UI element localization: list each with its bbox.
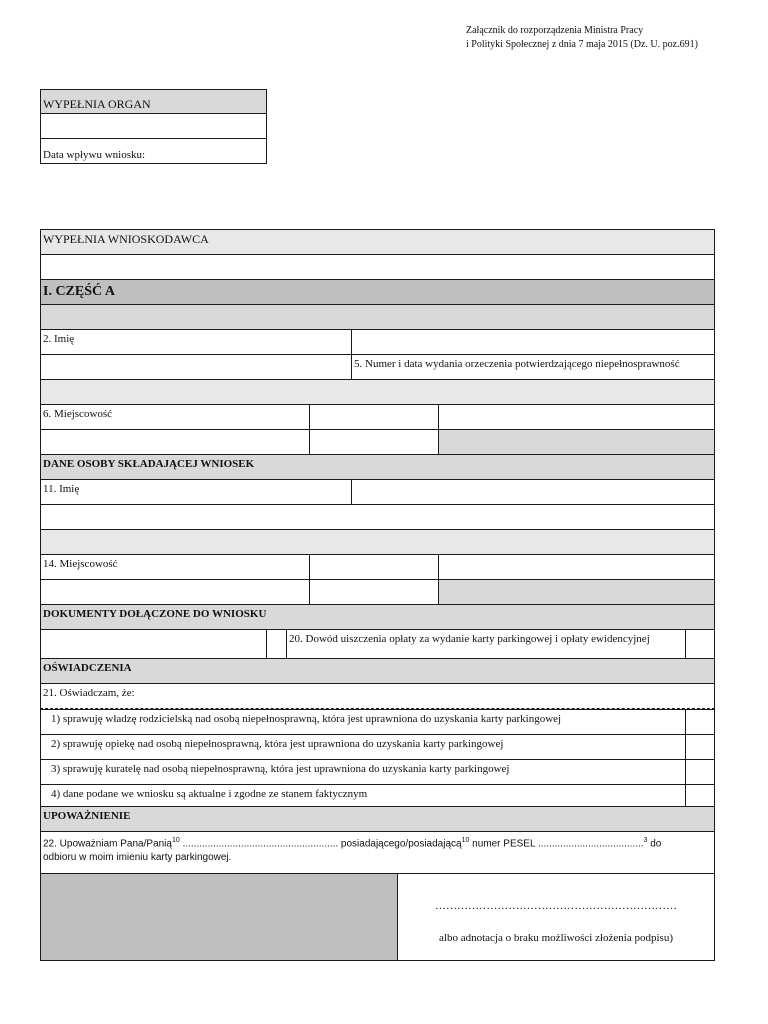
applicant-gray-row — [40, 379, 715, 405]
authorization-line2: odbioru w moim imieniu karty parkingowej. — [43, 851, 232, 863]
person-address-row-middle[interactable] — [309, 579, 439, 605]
authorization-text-c: numer PESEL — [469, 838, 538, 850]
person-gray-row — [40, 529, 715, 555]
documents-title: DOKUMENTY DOŁĄCZONE DO WNIOSKU — [40, 604, 715, 630]
authorization-title: UPOWAŻNIENIE — [40, 806, 715, 832]
field-2-first-name[interactable]: 2. Imię — [40, 329, 352, 355]
authorization-text-b: posiadającego/posiadającą — [338, 838, 462, 850]
declaration-checkbox[interactable] — [685, 709, 715, 735]
organ-blank-field[interactable] — [40, 113, 267, 139]
address-row-gray — [438, 429, 715, 455]
field-11-first-name[interactable]: 11. Imię — [40, 479, 352, 505]
footnote-10-b: 10 — [461, 837, 470, 844]
authorization-pesel-dots: ...................................... — [537, 838, 644, 850]
declaration-checkbox[interactable] — [685, 784, 715, 807]
field-6-right-cell[interactable] — [438, 404, 715, 430]
authorization-text-a: 22. Upoważniam Pana/Panią — [43, 838, 172, 850]
footnote-10-a: 10 — [171, 837, 180, 844]
person-title: DANE OSOBY SKŁADAJĄCEJ WNIOSEK — [40, 454, 715, 480]
field-2-right-cell[interactable] — [351, 329, 715, 355]
address-row-left[interactable] — [40, 429, 310, 455]
address-row-middle[interactable] — [309, 429, 439, 455]
declaration-item: 2) sprawuję opiekę nad osobą niepełnosprawną, która jest uprawniona do uzyskania karty parkingowej — [40, 734, 686, 760]
person-address-row-gray — [438, 579, 715, 605]
applicant-title: WYPEŁNIA WNIOSKODAWCA — [40, 229, 715, 255]
signature-note: albo adnotacja o braku możliwości złożenia podpisu) — [439, 932, 673, 944]
field-5-certificate[interactable]: 5. Numer i data wydania orzeczenia potwierdzającego niepełnosprawność — [351, 354, 715, 380]
signature-dots: ………………………………………………………… — [435, 900, 677, 912]
organ-title: WYPEŁNIA ORGAN — [40, 89, 267, 114]
field-6-city[interactable]: 6. Miejscowość — [40, 404, 310, 430]
declarations-title: OŚWIADCZENIA — [40, 658, 715, 684]
authorization-text-d: do — [647, 838, 662, 850]
header-note-line1: Załącznik do rozporządzenia Ministra Pracy — [466, 25, 644, 36]
person-address-row-left[interactable] — [40, 579, 310, 605]
footnote-3: 3 — [643, 837, 648, 844]
field-6-middle-cell[interactable] — [309, 404, 439, 430]
part-a-title: I. CZĘŚĆ A — [40, 279, 715, 305]
authorization-name-dots: ........................................................ — [182, 838, 339, 850]
declaration-item: 4) dane podane we wniosku są aktualne i zgodne ze stanem faktycznym — [40, 784, 686, 807]
documents-checkbox-left[interactable] — [266, 629, 287, 659]
field-20-payment-proof: 20. Dowód uiszczenia opłaty za wydanie karty parkingowej i opłaty ewidencyjnej — [286, 629, 686, 659]
field-11-right-cell[interactable] — [351, 479, 715, 505]
field-20-checkbox[interactable] — [685, 629, 715, 659]
field-14-city[interactable]: 14. Miejscowość — [40, 554, 310, 580]
declaration-item: 3) sprawuję kuratelę nad osobą niepełnosprawną, która jest uprawniona do uzyskania karty parkingowej — [40, 759, 686, 785]
header-note-line2: i Polityki Społecznej z dnia 7 maja 2015 (Dz. U. poz.691) — [466, 39, 698, 50]
authorization-text — [40, 831, 715, 874]
field-14-right-cell[interactable] — [438, 554, 715, 580]
signature-gray-box — [40, 873, 398, 961]
person-blank-row[interactable] — [40, 504, 715, 530]
declaration-checkbox[interactable] — [685, 759, 715, 785]
header-note — [466, 24, 766, 52]
row-under-name-left[interactable] — [40, 354, 352, 380]
declaration-checkbox[interactable] — [685, 734, 715, 760]
declaration-item: 1) sprawuję władzę rodzicielską nad osobą niepełnosprawną, która jest uprawniona do uzyskania karty parkingowej — [40, 709, 686, 735]
part-a-gray-row — [40, 304, 715, 330]
date-received-label[interactable]: Data wpływu wniosku: — [40, 138, 267, 164]
declarations-intro: 21. Oświadczam, że: — [40, 683, 715, 709]
field-14-middle-cell[interactable] — [309, 554, 439, 580]
applicant-blank-row[interactable] — [40, 254, 715, 280]
documents-left-cell[interactable] — [40, 629, 267, 659]
signature-box[interactable] — [397, 873, 715, 961]
